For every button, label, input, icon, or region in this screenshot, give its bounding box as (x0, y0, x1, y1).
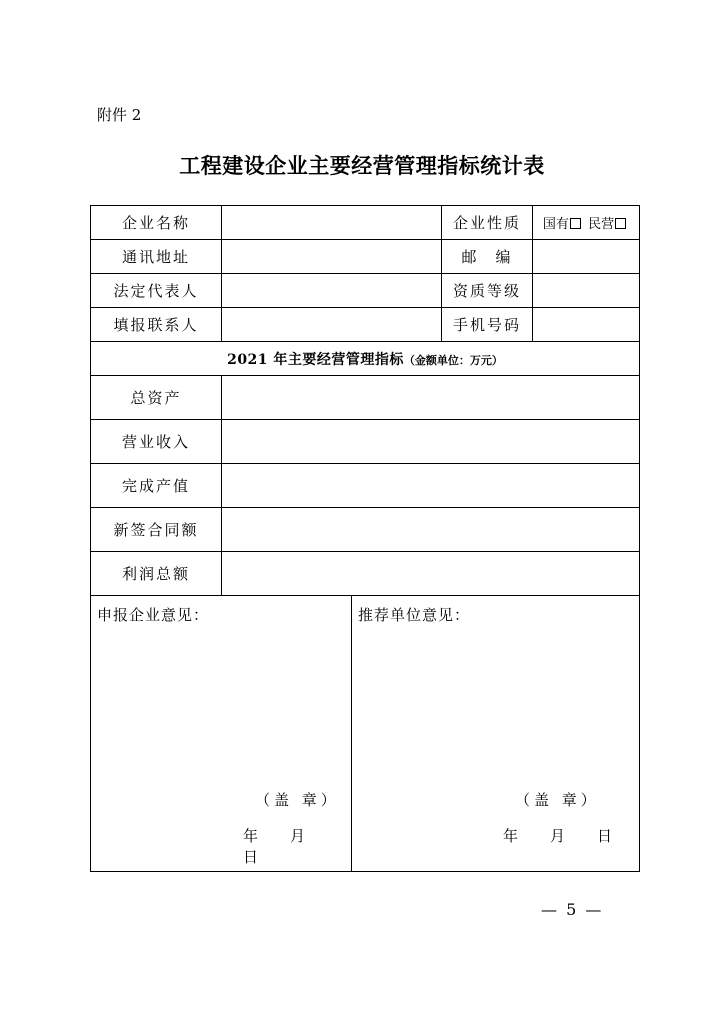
field-company-nature (533, 206, 640, 240)
row-opinions (91, 596, 640, 872)
label-contact: 填报联系人 (91, 308, 222, 342)
row-total-assets (91, 376, 640, 420)
applicant-month-label: 月 (290, 827, 306, 845)
label-new-contracts: 新签合同额 (91, 508, 222, 552)
applicant-day-label: 日 (243, 848, 259, 866)
row-revenue (91, 420, 640, 464)
label-total-assets: 总资产 (91, 376, 222, 420)
field-revenue[interactable] (222, 420, 640, 464)
label-output-value: 完成产值 (91, 464, 222, 508)
recommender-day-label: 日 (597, 827, 613, 845)
recommender-opinion-label: 推荐单位意见： (358, 606, 471, 624)
row-legal-rep (91, 274, 640, 308)
label-postcode: 邮 编 (442, 240, 533, 274)
field-total-assets[interactable] (222, 376, 640, 420)
field-postcode[interactable] (533, 240, 640, 274)
nature-option-private: 民营 (588, 217, 615, 232)
label-total-profit: 利润总额 (91, 552, 222, 596)
recommender-month-label: 月 (550, 827, 566, 845)
label-address: 通讯地址 (91, 240, 222, 274)
page-number: — 5 — (541, 900, 604, 919)
field-contact[interactable] (222, 308, 442, 342)
label-qualification: 资质等级 (442, 274, 533, 308)
recommender-seal-label: （盖 章） (515, 791, 600, 809)
row-output-value (91, 464, 640, 508)
document-title: 工程建设企业主要经营管理指标统计表 (179, 153, 545, 178)
field-total-profit[interactable] (222, 552, 640, 596)
label-revenue: 营业收入 (91, 420, 222, 464)
attachment-label: 附件 2 (97, 106, 142, 124)
row-total-profit (91, 552, 640, 596)
section-header-unit: （金额单位：万元） (403, 353, 503, 367)
label-mobile: 手机号码 (442, 308, 533, 342)
label-legal-rep: 法定代表人 (91, 274, 222, 308)
section-header (91, 342, 640, 376)
nature-option-state: 国有 (542, 217, 569, 232)
field-address[interactable] (222, 240, 442, 274)
field-output-value[interactable] (222, 464, 640, 508)
label-company-name: 企业名称 (91, 206, 222, 240)
statistics-form-table (90, 205, 640, 872)
field-qualification[interactable] (533, 274, 640, 308)
field-legal-rep[interactable] (222, 274, 442, 308)
applicant-seal-label: （盖 章） (255, 791, 340, 809)
applicant-opinion-label: 申报企业意见： (97, 606, 210, 624)
applicant-year-label: 年 (243, 827, 259, 845)
private-checkbox[interactable] (615, 218, 626, 229)
recommender-year-label: 年 (503, 827, 519, 845)
field-company-name[interactable] (222, 206, 442, 240)
section-header-title: 2021 年主要经营管理指标 (227, 351, 404, 368)
row-new-contracts (91, 508, 640, 552)
recommender-date (503, 825, 612, 846)
row-address (91, 240, 640, 274)
applicant-opinion-cell[interactable] (91, 596, 352, 872)
row-company-name (91, 206, 640, 240)
field-mobile[interactable] (533, 308, 640, 342)
recommender-opinion-cell[interactable] (352, 596, 640, 872)
row-section-header (91, 342, 640, 376)
label-company-nature: 企业性质 (442, 206, 533, 240)
applicant-date (243, 825, 351, 867)
field-new-contracts[interactable] (222, 508, 640, 552)
state-owned-checkbox[interactable] (570, 218, 581, 229)
row-contact (91, 308, 640, 342)
